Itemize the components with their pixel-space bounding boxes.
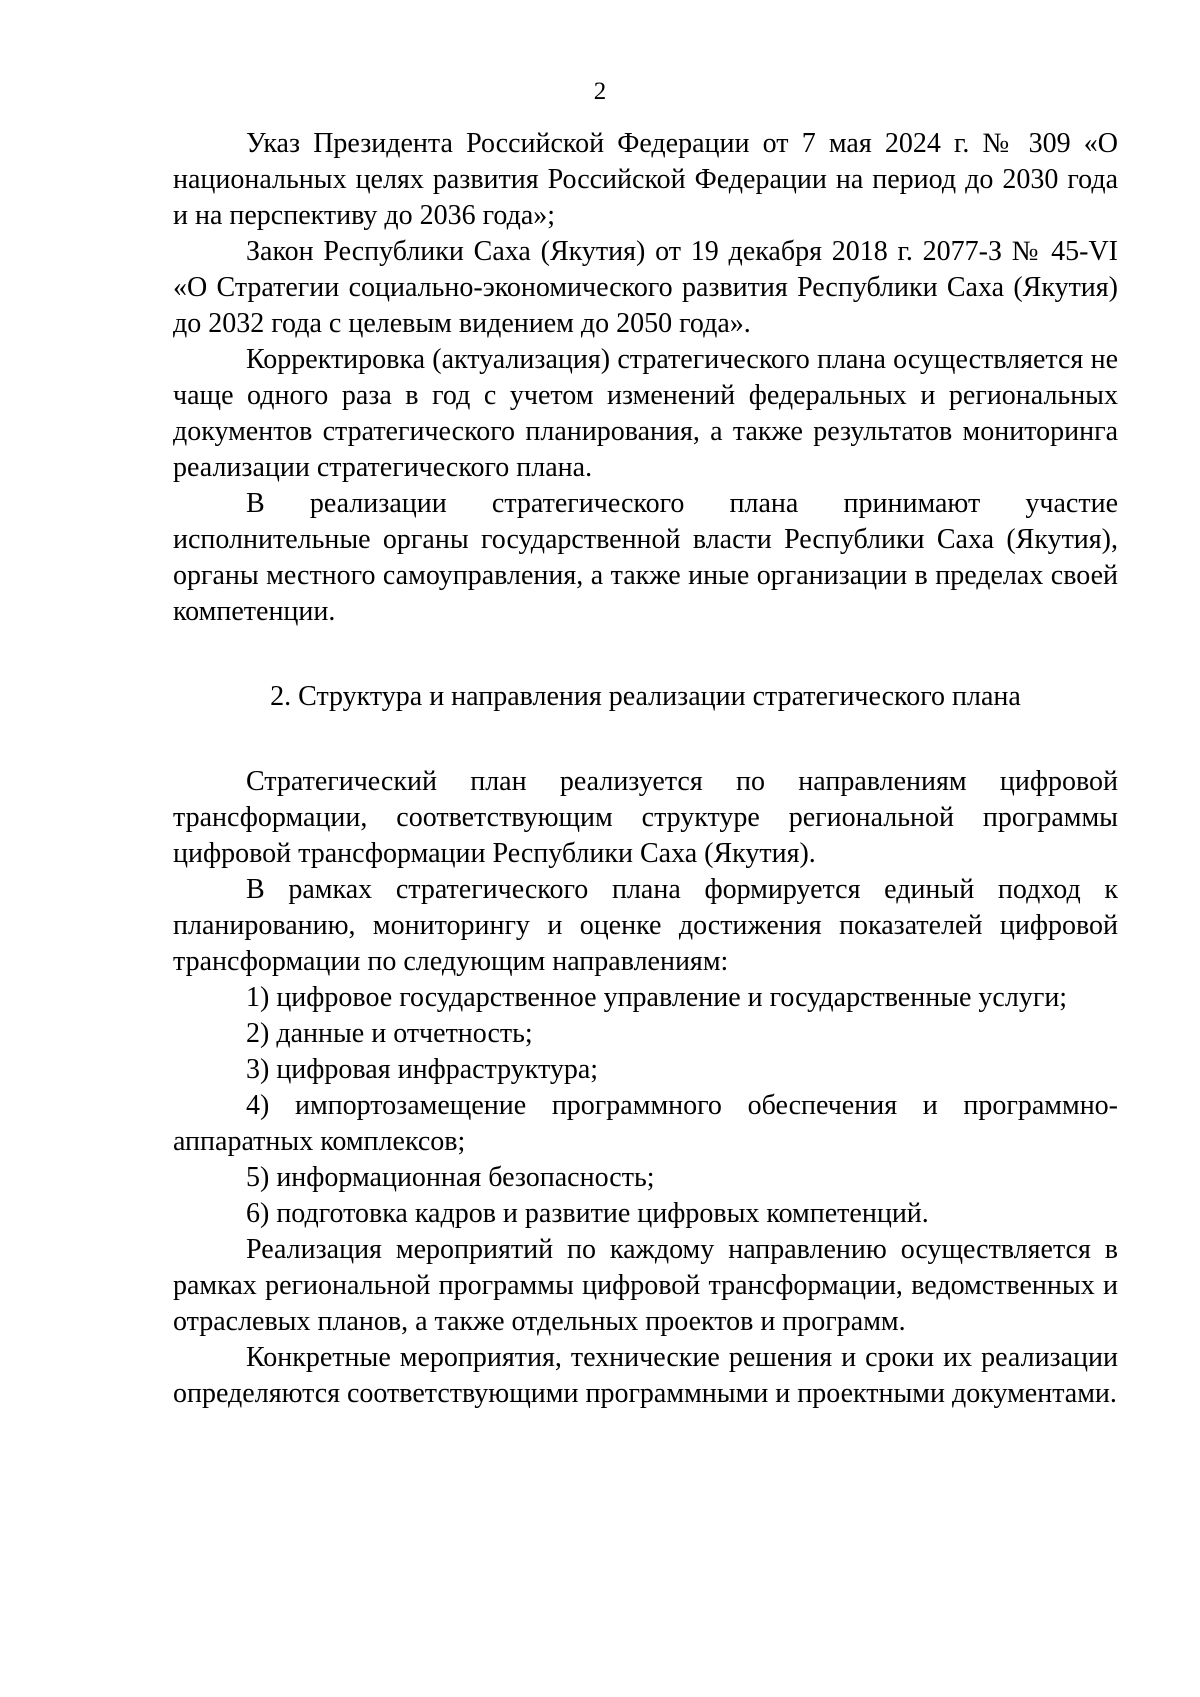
section-heading: 2. Структура и направления реализации стратегического плана [270, 681, 1021, 712]
paragraph-law: Закон Республики Саха (Якутия) от 19 декабря 2018 г. 2077-З № 45-VI «О Стратегии социально-экономического развития Республики Саха (Якутия) до 2032 года с целевым видением до 2050 года». [173, 236, 1118, 339]
paragraph-correction: Корректировка (актуализация) стратегического плана осуществляется не чаще одного раза в год с учетом изменений федеральных и региональных документов стратегического планирования, а также результатов мониторинга реализации стратегического плана. [173, 344, 1118, 483]
list-item: 4) импортозамещение программного обеспечения и программно-аппаратных комплексов; [173, 1090, 1118, 1157]
paragraph-unified-approach: В рамках стратегического плана формируется единый подход к планированию, мониторингу и оценке достижения показателей цифровой трансформации по следующим направлениям: [173, 874, 1118, 977]
list-item: 2) данные и отчетность; [246, 1018, 533, 1049]
list-item: 1) цифровое государственное управление и государственные услуги; [246, 982, 1068, 1013]
page-number: 2 [593, 78, 607, 105]
list-item: 6) подготовка кадров и развитие цифровых компетенций. [246, 1198, 929, 1229]
paragraph-implementation: Реализация мероприятий по каждому направлению осуществляется в рамках региональной программы цифровой трансформации, ведомственных и отраслевых планов, а также отдельных проектов и программ. [173, 1234, 1118, 1337]
paragraph-specific-measures: Конкретные мероприятия, технические решения и сроки их реализации определяются соответствующими программными и проектными документами. [173, 1342, 1118, 1409]
list-item: 5) информационная безопасность; [246, 1162, 655, 1193]
list-item: 3) цифровая инфраструктура; [246, 1054, 599, 1085]
paragraph-decree: Указ Президента Российской Федерации от 7 мая 2024 г. № 309 «О национальных целях развития Российской Федерации на период до 2030 года и на перспективу до 2036 года»; [173, 128, 1118, 231]
paragraph-participants: В реализации стратегического плана принимают участие исполнительные органы государственной власти Республики Саха (Якутия), органы местного самоуправления, а также иные организации в пределах своей компетенции. [173, 488, 1118, 627]
document-body [173, 126, 1118, 1412]
paragraph-plan-directions: Стратегический план реализуется по направлениям цифровой трансформации, соответствующим структуре региональной программы цифровой трансформации Республики Саха (Якутия). [173, 766, 1118, 869]
